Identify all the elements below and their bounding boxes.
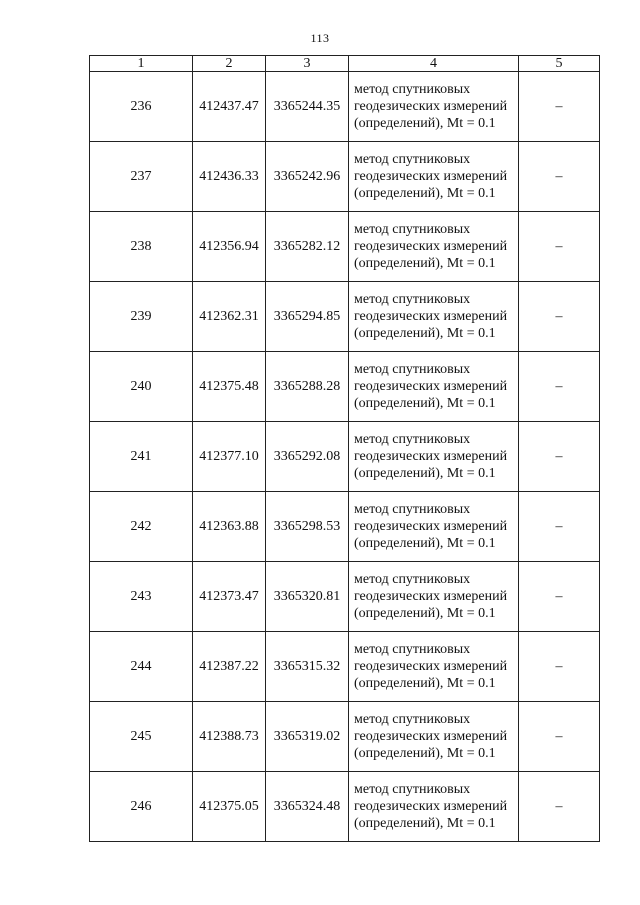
- column-header: 4: [349, 56, 519, 72]
- table-row: [90, 562, 600, 632]
- y-coordinate-cell: 3365319.02: [266, 702, 349, 772]
- x-coordinate-cell: 412387.22: [193, 632, 266, 702]
- y-coordinate-cell: 3365294.85: [266, 282, 349, 352]
- x-coordinate-cell: 412388.73: [193, 702, 266, 772]
- point-number-cell: 241: [90, 422, 193, 492]
- y-coordinate-cell: 3365298.53: [266, 492, 349, 562]
- x-coordinate-cell: 412373.47: [193, 562, 266, 632]
- note-cell: –: [519, 72, 600, 142]
- point-number-cell: 237: [90, 142, 193, 212]
- y-coordinate-cell: 3365288.28: [266, 352, 349, 422]
- point-number-cell: 239: [90, 282, 193, 352]
- table-row: [90, 422, 600, 492]
- note-cell: –: [519, 352, 600, 422]
- note-cell: –: [519, 212, 600, 282]
- x-coordinate-cell: 412375.48: [193, 352, 266, 422]
- column-header: 3: [266, 56, 349, 72]
- table-row: [90, 212, 600, 282]
- method-cell: метод спутниковых геодезических измерений (определений), Mt = 0.1: [349, 632, 519, 702]
- y-coordinate-cell: 3365242.96: [266, 142, 349, 212]
- point-number-cell: 246: [90, 772, 193, 842]
- x-coordinate-cell: 412437.47: [193, 72, 266, 142]
- method-cell: метод спутниковых геодезических измерений (определений), Mt = 0.1: [349, 352, 519, 422]
- point-number-cell: 236: [90, 72, 193, 142]
- note-cell: –: [519, 562, 600, 632]
- table-body: [90, 72, 600, 842]
- y-coordinate-cell: 3365282.12: [266, 212, 349, 282]
- note-cell: –: [519, 282, 600, 352]
- point-number-cell: 242: [90, 492, 193, 562]
- table-row: [90, 142, 600, 212]
- table-row: [90, 282, 600, 352]
- table-row: [90, 702, 600, 772]
- method-cell: метод спутниковых геодезических измерений (определений), Mt = 0.1: [349, 772, 519, 842]
- x-coordinate-cell: 412377.10: [193, 422, 266, 492]
- point-number-cell: 240: [90, 352, 193, 422]
- note-cell: –: [519, 702, 600, 772]
- column-header: 5: [519, 56, 600, 72]
- y-coordinate-cell: 3365324.48: [266, 772, 349, 842]
- column-header: 1: [90, 56, 193, 72]
- x-coordinate-cell: 412362.31: [193, 282, 266, 352]
- method-cell: метод спутниковых геодезических измерений (определений), Mt = 0.1: [349, 562, 519, 632]
- column-header: 2: [193, 56, 266, 72]
- page-number: 113: [310, 31, 330, 45]
- note-cell: –: [519, 142, 600, 212]
- y-coordinate-cell: 3365244.35: [266, 72, 349, 142]
- y-coordinate-cell: 3365315.32: [266, 632, 349, 702]
- table-row: [90, 72, 600, 142]
- note-cell: –: [519, 632, 600, 702]
- note-cell: –: [519, 772, 600, 842]
- table-row: [90, 772, 600, 842]
- x-coordinate-cell: 412375.05: [193, 772, 266, 842]
- point-number-cell: 243: [90, 562, 193, 632]
- method-cell: метод спутниковых геодезических измерений (определений), Mt = 0.1: [349, 72, 519, 142]
- table-row: [90, 492, 600, 562]
- method-cell: метод спутниковых геодезических измерений (определений), Mt = 0.1: [349, 702, 519, 772]
- y-coordinate-cell: 3365292.08: [266, 422, 349, 492]
- method-cell: метод спутниковых геодезических измерений (определений), Mt = 0.1: [349, 492, 519, 562]
- table-row: [90, 632, 600, 702]
- method-cell: метод спутниковых геодезических измерений (определений), Mt = 0.1: [349, 142, 519, 212]
- method-cell: метод спутниковых геодезических измерений (определений), Mt = 0.1: [349, 422, 519, 492]
- point-number-cell: 245: [90, 702, 193, 772]
- x-coordinate-cell: 412356.94: [193, 212, 266, 282]
- note-cell: –: [519, 492, 600, 562]
- x-coordinate-cell: 412363.88: [193, 492, 266, 562]
- point-number-cell: 238: [90, 212, 193, 282]
- method-cell: метод спутниковых геодезических измерений (определений), Mt = 0.1: [349, 212, 519, 282]
- y-coordinate-cell: 3365320.81: [266, 562, 349, 632]
- x-coordinate-cell: 412436.33: [193, 142, 266, 212]
- table-header-row: [90, 56, 600, 72]
- table-row: [90, 352, 600, 422]
- method-cell: метод спутниковых геодезических измерений (определений), Mt = 0.1: [349, 282, 519, 352]
- point-number-cell: 244: [90, 632, 193, 702]
- coordinates-table: [89, 55, 600, 842]
- note-cell: –: [519, 422, 600, 492]
